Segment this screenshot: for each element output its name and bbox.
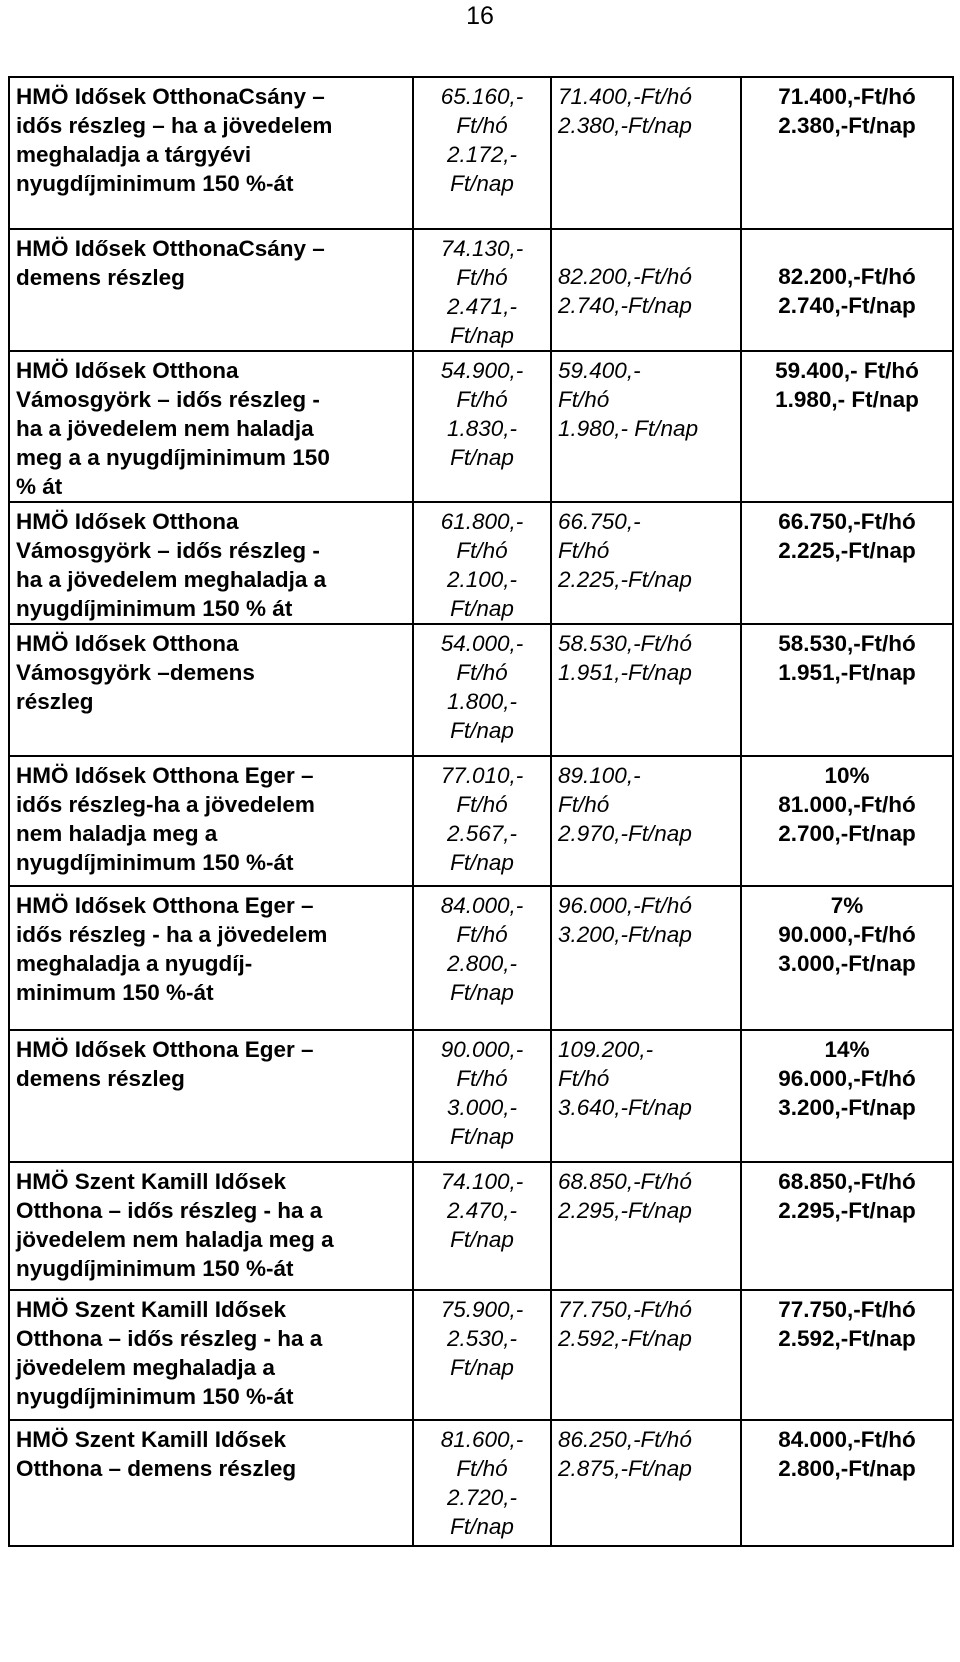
- fee-cell-col2: [413, 1290, 551, 1420]
- table-row: [9, 1030, 953, 1162]
- cell-line: 1.980,- Ft/nap: [558, 416, 699, 441]
- cell-line: Ft/hó: [456, 387, 508, 412]
- cell-line: jövedelem meghaladja a: [16, 1355, 275, 1380]
- table-row: [9, 502, 953, 624]
- cell-line: 2.225,-Ft/nap: [778, 538, 916, 563]
- table-row: [9, 1420, 953, 1546]
- cell-line: 2.567,-: [446, 821, 518, 846]
- facility-name-cell: [9, 1030, 413, 1162]
- cell-line: 1.951,-Ft/nap: [558, 660, 692, 685]
- fee-cell-col3: [551, 351, 741, 502]
- cell-line: 59.400,-: [558, 358, 641, 383]
- fee-cell-col4: [741, 502, 953, 624]
- cell-line: meghaladja a nyugdíj-: [16, 951, 253, 976]
- table-row: [9, 77, 953, 229]
- table-row: [9, 1290, 953, 1420]
- cell-line: részleg: [16, 689, 94, 714]
- fee-cell-col3: [551, 77, 741, 229]
- cell-line: 2.530,-: [446, 1326, 518, 1351]
- fee-cell-col3: [551, 229, 741, 351]
- cell-line: 2.470,-: [446, 1198, 518, 1223]
- cell-line: 90.000,-: [440, 1037, 524, 1062]
- cell-line: Ft/nap: [450, 323, 514, 348]
- fee-cell-col3: [551, 1290, 741, 1420]
- cell-line: 3.200,-Ft/nap: [558, 922, 692, 947]
- cell-line: nyugdíjminimum 150 %-át: [16, 850, 294, 875]
- fee-cell-col4: [741, 351, 953, 502]
- facility-name-cell: [9, 1290, 413, 1420]
- cell-line: idős részleg - ha a jövedelem: [16, 922, 328, 947]
- cell-line: Ft/nap: [450, 171, 514, 196]
- fee-cell-col4: [741, 1290, 953, 1420]
- cell-line: 58.530,-Ft/hó: [778, 631, 916, 656]
- cell-line: 2.800,-: [446, 951, 518, 976]
- cell-line: 7%: [830, 893, 864, 918]
- cell-line: Ft/nap: [450, 850, 514, 875]
- facility-name-cell: [9, 1162, 413, 1290]
- cell-line: 3.200,-Ft/nap: [778, 1095, 916, 1120]
- cell-line: HMÖ Idősek Otthona Eger –: [16, 1037, 314, 1062]
- cell-line: 71.400,-Ft/hó: [558, 84, 692, 109]
- cell-line: Ft/nap: [450, 445, 514, 470]
- cell-line: Otthona – idős részleg - ha a: [16, 1326, 323, 1351]
- cell-line: Ft/hó: [456, 792, 508, 817]
- facility-name-cell: [9, 886, 413, 1030]
- fee-cell-col4: [741, 1420, 953, 1546]
- cell-line: 3.000,-Ft/nap: [778, 951, 916, 976]
- cell-line: 81.000,-Ft/hó: [778, 792, 916, 817]
- cell-line: 2.100,-: [446, 567, 518, 592]
- cell-line: Ft/hó: [456, 1066, 508, 1091]
- fee-cell-col3: [551, 756, 741, 886]
- cell-line: Vámosgyörk – idős részleg -: [16, 387, 320, 412]
- fee-cell-col2: [413, 1030, 551, 1162]
- table-row: [9, 756, 953, 886]
- cell-line: 10%: [824, 763, 870, 788]
- table-row: [9, 624, 953, 756]
- cell-line: 2.800,-Ft/nap: [778, 1456, 916, 1481]
- cell-line: 2.380,-Ft/nap: [778, 113, 916, 138]
- cell-line: nyugdíjminimum 150 % át: [16, 596, 293, 621]
- cell-line: 2.700,-Ft/nap: [778, 821, 916, 846]
- cell-line: HMÖ Idősek Otthona: [16, 358, 239, 383]
- facility-name-cell: [9, 351, 413, 502]
- cell-line: jövedelem nem haladja meg a: [16, 1227, 334, 1252]
- cell-line: 54.000,-: [440, 631, 524, 656]
- cell-line: ha a jövedelem meghaladja a: [16, 567, 327, 592]
- cell-line: HMÖ Idősek OtthonaCsány –: [16, 236, 325, 261]
- cell-line: 82.200,-Ft/hó: [778, 264, 916, 289]
- cell-line: Ft/hó: [456, 660, 508, 685]
- cell-line: 68.850,-Ft/hó: [778, 1169, 916, 1194]
- cell-line: idős részleg-ha a jövedelem: [16, 792, 315, 817]
- cell-line: meg a a nyugdíjminimum 150: [16, 445, 330, 470]
- cell-line: 1.951,-Ft/nap: [778, 660, 916, 685]
- fee-cell-col3: [551, 1420, 741, 1546]
- cell-line: ha a jövedelem nem haladja: [16, 416, 314, 441]
- cell-line: 66.750,-Ft/hó: [778, 509, 916, 534]
- cell-line: nyugdíjminimum 150 %-át: [16, 1384, 294, 1409]
- facility-name-cell: [9, 756, 413, 886]
- fee-cell-col2: [413, 1420, 551, 1546]
- cell-line: Ft/nap: [450, 980, 514, 1005]
- cell-line: HMÖ Idősek Otthona Eger –: [16, 893, 314, 918]
- cell-line: Otthona – demens részleg: [16, 1456, 297, 1481]
- table-row: [9, 1162, 953, 1290]
- facility-name-cell: [9, 502, 413, 624]
- cell-line: 2.295,-Ft/nap: [778, 1198, 916, 1223]
- facility-name-cell: [9, 229, 413, 351]
- cell-line: Ft/hó: [558, 387, 610, 412]
- facility-name-cell: [9, 1420, 413, 1546]
- cell-line: 89.100,-: [558, 763, 641, 788]
- cell-line: 77.750,-Ft/hó: [778, 1297, 916, 1322]
- cell-line: 77.010,-: [440, 763, 524, 788]
- fee-cell-col3: [551, 1162, 741, 1290]
- cell-line: 84.000,-: [440, 893, 524, 918]
- fee-cell-col2: [413, 756, 551, 886]
- cell-line: 1.830,-: [446, 416, 518, 441]
- cell-line: nyugdíjminimum 150 %-át: [16, 1256, 294, 1281]
- fee-cell-col2: [413, 624, 551, 756]
- cell-line: Ft/hó: [456, 922, 508, 947]
- cell-line: 81.600,-: [440, 1427, 524, 1452]
- cell-line: Ft/nap: [450, 1355, 514, 1380]
- cell-line: 109.200,-: [558, 1037, 654, 1062]
- table-row: [9, 229, 953, 351]
- cell-line: Otthona – idős részleg - ha a: [16, 1198, 323, 1223]
- cell-line: Ft/nap: [450, 1227, 514, 1252]
- cell-line: 86.250,-Ft/hó: [558, 1427, 692, 1452]
- fee-cell-col4: [741, 624, 953, 756]
- cell-line: 2.295,-Ft/nap: [558, 1198, 692, 1223]
- fee-cell-col2: [413, 351, 551, 502]
- cell-line: meghaladja a tárgyévi: [16, 142, 252, 167]
- cell-line: nyugdíjminimum 150 %-át: [16, 171, 294, 196]
- facility-name-cell: [9, 624, 413, 756]
- cell-line: Vámosgyörk –demens: [16, 660, 255, 685]
- cell-line: 3.000,-: [446, 1095, 518, 1120]
- cell-line: 2.380,-Ft/nap: [558, 113, 692, 138]
- cell-line: 96.000,-Ft/hó: [558, 893, 692, 918]
- cell-line: idős részleg – ha a jövedelem: [16, 113, 333, 138]
- cell-line: HMÖ Szent Kamill Idősek: [16, 1169, 287, 1194]
- cell-line: 3.640,-Ft/nap: [558, 1095, 692, 1120]
- cell-line: 2.225,-Ft/nap: [558, 567, 692, 592]
- cell-line: minimum 150 %-át: [16, 980, 214, 1005]
- cell-line: 2.970,-Ft/nap: [558, 821, 692, 846]
- page-number: 16: [466, 2, 494, 30]
- fee-cell-col2: [413, 77, 551, 229]
- fee-cell-col4: [741, 77, 953, 229]
- cell-line: 54.900,-: [440, 358, 524, 383]
- cell-line: HMÖ Szent Kamill Idősek: [16, 1297, 287, 1322]
- cell-line: Ft/nap: [450, 596, 514, 621]
- cell-line: Ft/hó: [456, 1456, 508, 1481]
- cell-line: HMÖ Idősek Otthona Eger –: [16, 763, 314, 788]
- cell-line: 2.471,-: [446, 294, 518, 319]
- cell-line: Ft/hó: [456, 113, 508, 138]
- fee-cell-col4: [741, 229, 953, 351]
- facility-name-cell: [9, 77, 413, 229]
- cell-line: 68.850,-Ft/hó: [558, 1169, 692, 1194]
- cell-line: 1.800,-: [446, 689, 518, 714]
- cell-line: % át: [16, 474, 63, 499]
- cell-line: 75.900,-: [440, 1297, 524, 1322]
- cell-line: 2.720,-: [446, 1485, 518, 1510]
- cell-line: 14%: [824, 1037, 870, 1062]
- table-row: [9, 351, 953, 502]
- cell-line: 96.000,-Ft/hó: [778, 1066, 916, 1091]
- cell-line: Ft/nap: [450, 1514, 514, 1539]
- cell-line: 84.000,-Ft/hó: [778, 1427, 916, 1452]
- cell-line: 61.800,-: [440, 509, 524, 534]
- cell-line: 65.160,-: [440, 84, 524, 109]
- cell-line: 71.400,-Ft/hó: [778, 84, 916, 109]
- cell-line: 58.530,-Ft/hó: [558, 631, 692, 656]
- cell-line: nem haladja meg a: [16, 821, 218, 846]
- cell-line: 2.875,-Ft/nap: [558, 1456, 692, 1481]
- cell-line: Ft/hó: [558, 538, 610, 563]
- cell-line: Ft/nap: [450, 1124, 514, 1149]
- table-row: [9, 886, 953, 1030]
- cell-line: 90.000,-Ft/hó: [778, 922, 916, 947]
- cell-line: 59.400,- Ft/hó: [775, 358, 919, 383]
- fee-cell-col3: [551, 1030, 741, 1162]
- cell-line: HMÖ Idősek OtthonaCsány –: [16, 84, 325, 109]
- cell-line: 77.750,-Ft/hó: [558, 1297, 692, 1322]
- cell-line: Vámosgyörk – idős részleg -: [16, 538, 320, 563]
- cell-line: Ft/hó: [456, 538, 508, 563]
- cell-line: 66.750,-: [558, 509, 641, 534]
- fee-cell-col3: [551, 502, 741, 624]
- fee-cell-col4: [741, 756, 953, 886]
- cell-line: Ft/hó: [456, 265, 508, 290]
- fee-cell-col3: [551, 624, 741, 756]
- cell-line: HMÖ Idősek Otthona: [16, 631, 239, 656]
- cell-line: Ft/nap: [450, 718, 514, 743]
- cell-line: 2.740,-Ft/nap: [558, 293, 692, 318]
- cell-line: 1.980,- Ft/nap: [775, 387, 919, 412]
- fee-cell-col2: [413, 886, 551, 1030]
- fee-table-body: [9, 77, 953, 1546]
- fee-cell-col4: [741, 1162, 953, 1290]
- cell-line: 74.130,-: [440, 236, 524, 261]
- cell-line: 82.200,-Ft/hó: [558, 264, 692, 289]
- cell-line: 74.100,-: [440, 1169, 524, 1194]
- fee-cell-col3: [551, 886, 741, 1030]
- cell-line: 2.740,-Ft/nap: [778, 293, 916, 318]
- fee-cell-col2: [413, 502, 551, 624]
- cell-line: HMÖ Idősek Otthona: [16, 509, 239, 534]
- fee-cell-col4: [741, 1030, 953, 1162]
- cell-line: 2.172,-: [446, 142, 518, 167]
- cell-line: demens részleg: [16, 265, 185, 290]
- cell-line: HMÖ Szent Kamill Idősek: [16, 1427, 287, 1452]
- cell-line: Ft/hó: [558, 1066, 610, 1091]
- fee-cell-col2: [413, 229, 551, 351]
- cell-line: 2.592,-Ft/nap: [558, 1326, 692, 1351]
- fee-table: [8, 76, 954, 1547]
- fee-cell-col2: [413, 1162, 551, 1290]
- cell-line: demens részleg: [16, 1066, 185, 1091]
- cell-line: Ft/hó: [558, 792, 610, 817]
- cell-line: 2.592,-Ft/nap: [778, 1326, 916, 1351]
- fee-cell-col4: [741, 886, 953, 1030]
